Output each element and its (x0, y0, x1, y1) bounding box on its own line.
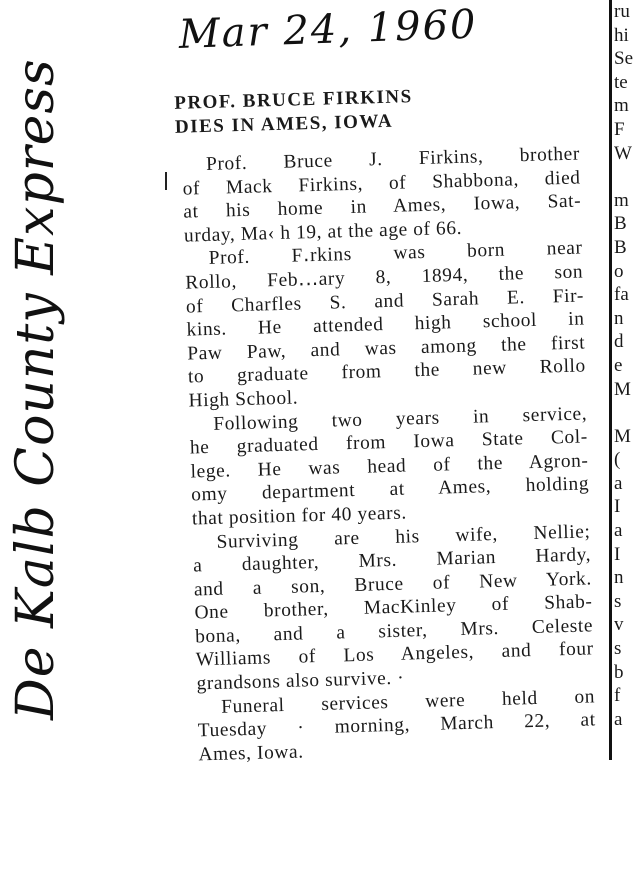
article-line: lege. He was head of the Agron- (190, 450, 589, 483)
column-fragment-text: a (614, 520, 623, 542)
article-line: and a son, Bruce of New York. (193, 568, 593, 601)
column-fragment-text: o (614, 260, 624, 282)
article-headline (174, 81, 579, 140)
article-line: urday, Ma‹ h 19, at the age of 66. (183, 217, 463, 247)
column-fragment-text: d (614, 331, 624, 353)
column-fragment-text: a (614, 472, 623, 494)
headline-line: PROF. BRUCE FIRKINS (174, 86, 413, 114)
column-fragment-text: s (614, 590, 622, 612)
article-line: he graduated from Iowa State Col- (189, 426, 589, 459)
article-line: Rollo, Feb․‥ary 8, 1894, the son (185, 261, 584, 294)
article-line: Williams of Los Angeles, and four (195, 638, 595, 671)
article-line: a daughter, Mrs. Marian Hardy, (192, 544, 592, 577)
article-line: One brother, MacKinley of Shab- (194, 591, 593, 624)
article-line: omy department at Ames, holding (190, 473, 590, 506)
article-line: Prof. F․rkins was born near (208, 237, 583, 270)
column-fragment-text: F (614, 118, 625, 140)
column-fragment-text: e (614, 354, 623, 376)
handwritten-date: Mar 24, 1960 (178, 1, 479, 58)
column-fragment-text: f (614, 685, 621, 707)
column-fragment-text: M (614, 425, 631, 447)
column-fragment-text: I (614, 543, 621, 565)
column-fragment-text: I (614, 496, 621, 518)
column-fragment-text: Se (614, 48, 633, 70)
article-paragraph (189, 402, 590, 531)
column-fragment-text: m (614, 189, 629, 211)
article-line: to graduate from the new Rollo (187, 355, 587, 388)
column-fragment-text: ( (614, 449, 621, 471)
column-fragment-text: m (614, 95, 629, 117)
column-fragment-text: fa (614, 284, 629, 306)
article-line: Paw Paw, and was among the first (187, 332, 586, 365)
article-line: Ames, Iowa. (198, 741, 304, 766)
column-fragment-text: ru (614, 1, 630, 22)
column-fragment-text: te (614, 71, 628, 93)
article-line: bona, and a sister, Mrs. Celeste (194, 615, 594, 648)
column-fragment-text: n (614, 567, 624, 589)
column-fragment-text: hi (614, 24, 629, 46)
adjacent-column-fragment (609, 0, 633, 760)
article-paragraph (197, 685, 597, 767)
article-paragraph (182, 143, 582, 248)
margin-tick-mark (165, 172, 167, 190)
article-line: High School. (188, 387, 299, 412)
article-line: Funeral services were held on (220, 685, 596, 718)
article-line: of Charfles S. and Sarah E. Fir- (185, 285, 585, 318)
article-paragraph (192, 520, 594, 696)
newspaper-clipping (168, 81, 597, 768)
article-line: kins. He attended high school in (186, 308, 585, 341)
article-line: that position for 40 years. (191, 502, 408, 530)
headline-line: DIES IN AMES, IOWA (174, 110, 394, 138)
article-paragraph (184, 237, 586, 413)
article-line: of Mack Firkins, of Shabbona, died (182, 167, 581, 200)
column-fragment-text: B (614, 213, 627, 235)
handwritten-source-note: De Kalb County Express (6, 58, 66, 720)
column-fragment-text: M (614, 378, 631, 400)
article-line: Prof. Bruce J. Firkins, brother (205, 143, 581, 175)
column-fragment-text: B (614, 236, 627, 258)
column-fragment-text: n (614, 307, 624, 329)
column-fragment-text: s (614, 638, 622, 660)
column-fragment-text: W (614, 142, 632, 164)
column-fragment-text: a (614, 708, 623, 730)
article-line: Tuesday · morning, March 22, at (197, 709, 596, 742)
article-line: grandsons also survive. · (196, 667, 405, 695)
article-line: Surviving are his wife, Nellie; (216, 520, 591, 553)
article-line: Following two years in service, (212, 402, 588, 435)
article-body (182, 143, 597, 767)
article-line: at his home in Ames, Iowa, Sat- (183, 190, 582, 223)
column-fragment-text: b (614, 661, 624, 683)
column-fragment-text: v (614, 614, 624, 636)
